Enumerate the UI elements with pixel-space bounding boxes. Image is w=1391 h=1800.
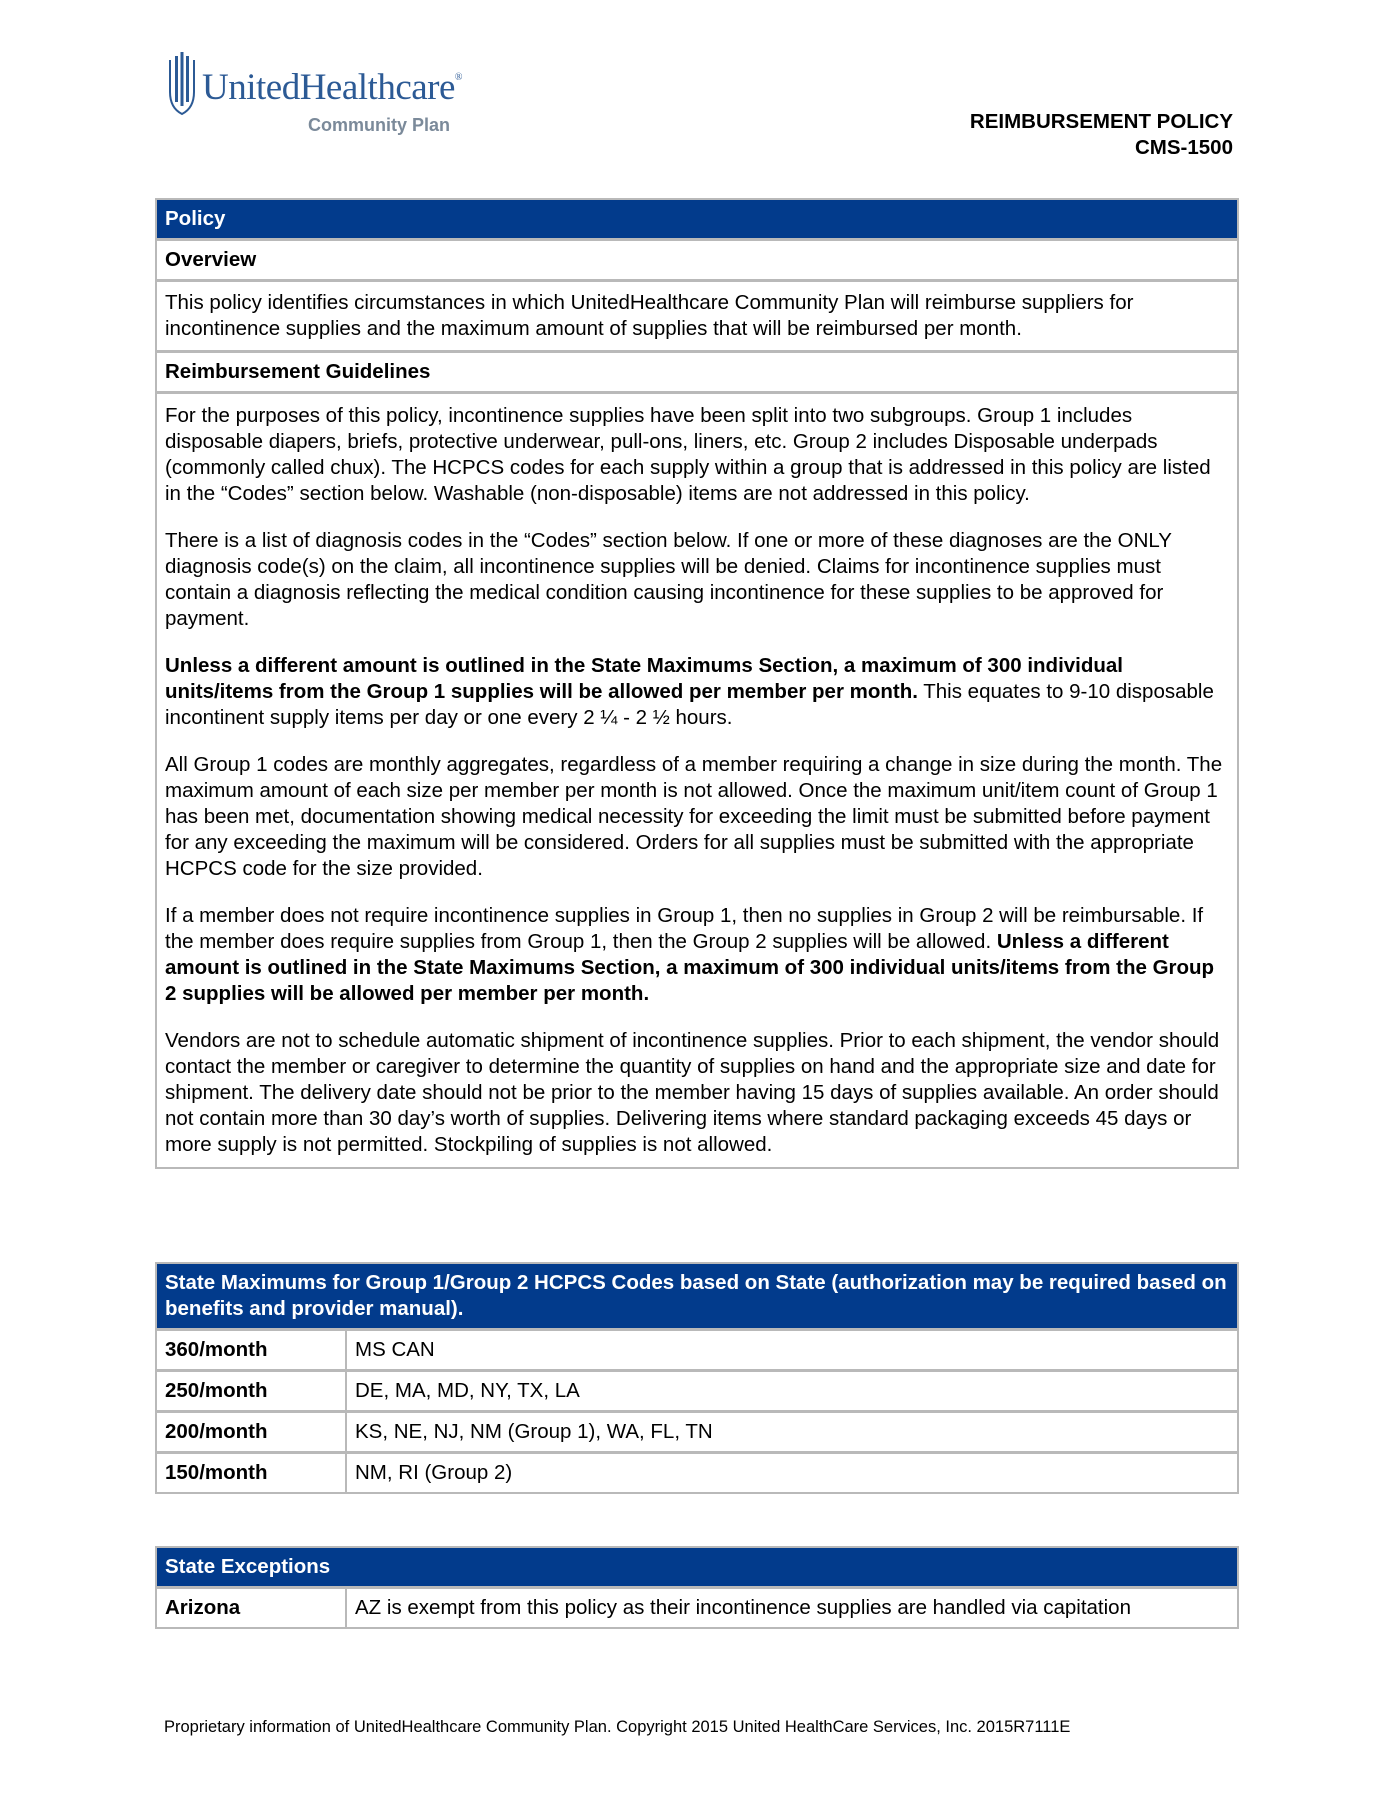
limit-cell: 250/month <box>157 1372 347 1410</box>
guideline-paragraph: There is a list of diagnosis codes in the “Codes” section below. If one or more of these diagnoses are the ONLY diagnosis code(s) on the claim, all incontinence supplies will be denied. Claims for incontinence supplies must contain a diagnosis reflecting the medical condition causing incontinence for these supplies to be approved for payment. <box>165 529 1172 630</box>
footer-copyright: Proprietary information of UnitedHealthcare Community Plan. Copyright 2015 United HealthCare Services, Inc. 2015R7111E <box>164 1718 1071 1736</box>
guideline-text: If a member does not require incontinence supplies in Group 1, then no supplies in Group 2 will be reimbursable. If the member does require supplies from Group 1, then the Group 2 supplies will be allowed. <box>165 904 1204 953</box>
table-row <box>155 1588 1239 1629</box>
guideline-paragraph <box>165 653 1229 731</box>
limit-cell: 200/month <box>157 1413 347 1451</box>
brand-subtitle: Community Plan <box>308 115 451 135</box>
limit-cell: 150/month <box>157 1454 347 1492</box>
guidelines-body <box>155 393 1239 1169</box>
limit-cell: 360/month <box>157 1331 347 1369</box>
guideline-paragraph: For the purposes of this policy, incontinence supplies have been split into two subgroups. Group 1 includes disposable diapers, briefs, protective underwear, pull-ons, liners, etc. Group 2 includes Disposable underpads (commonly called chux). The HCPCS codes for each supply within a group that is addressed in this policy are listed in the “Codes” section below. Washable (non-disposable) items are not addressed in this policy. <box>165 404 1211 505</box>
states-cell: NM, RI (Group 2) <box>355 1461 513 1484</box>
overview-text: This policy identifies circumstances in which UnitedHealthcare Community Plan will reimburse suppliers for incontinence supplies and the maximum amount of supplies that will be reimbursed per month. <box>155 281 1239 352</box>
state-exceptions-table <box>155 1546 1239 1629</box>
guideline-paragraph <box>165 903 1229 1007</box>
policy-heading: Policy <box>155 198 1239 240</box>
overview-heading: Overview <box>155 240 1239 281</box>
states-cell: MS CAN <box>355 1338 435 1361</box>
exception-text-cell: AZ is exempt from this policy as their incontinence supplies are handled via capitation <box>355 1596 1131 1619</box>
state-cell: Arizona <box>157 1589 347 1627</box>
brand-name: UnitedHealthcare® <box>202 67 463 108</box>
title-line-2: CMS-1500 <box>1135 136 1233 159</box>
table-row <box>155 1330 1239 1371</box>
table-row <box>155 1412 1239 1453</box>
guidelines-heading: Reimbursement Guidelines <box>155 352 1239 393</box>
table-row <box>155 1453 1239 1494</box>
state-maximums-heading: State Maximums for Group 1/Group 2 HCPCS Codes based on State (authorization may be required based on benefits and provider manual). <box>155 1262 1239 1330</box>
states-cell: KS, NE, NJ, NM (Group 1), WA, FL, TN <box>355 1420 713 1443</box>
guideline-bold-text: Unless a different amount is outlined in the State Maximums Section, a maximum of 300 individual units/items from the Group 2 supplies will be allowed per member per month. <box>165 930 1215 1005</box>
states-cell: DE, MA, MD, NY, TX, LA <box>355 1379 580 1402</box>
policy-table <box>155 198 1239 1169</box>
guideline-paragraph: All Group 1 codes are monthly aggregates, regardless of a member requiring a change in size during the month. The maximum amount of each size per member per month is not allowed. Once the maximum unit/item count of Group 1 has been met, documentation showing medical necessity for exceeding the limit must be submitted before payment for any exceeding the maximum will be considered. Orders for all supplies must be submitted with the appropriate HCPCS code for the size provided. <box>165 753 1223 880</box>
table-row <box>155 1371 1239 1412</box>
title-line-1: REIMBURSEMENT POLICY <box>969 110 1233 133</box>
state-exceptions-heading: State Exceptions <box>155 1546 1239 1588</box>
uhc-shield-icon <box>166 52 198 118</box>
guideline-paragraph: Vendors are not to schedule automatic shipment of incontinence supplies. Prior to each shipment, the vendor should contact the member or caregiver to determine the quantity of supplies on hand and the appropriate size and date for shipment. The delivery date should not be prior to the member having 15 days of supplies available. An order should not contain more than 30 day’s worth of supplies. Delivering items where standard packaging exceeds 45 days or more supply is not permitted. Stockpiling of supplies is not allowed. <box>165 1029 1220 1156</box>
document-title <box>970 109 1233 161</box>
guideline-bold-text: Unless a different amount is outlined in the State Maximums Section, a maximum of 300 individual units/items from the Group 1 supplies will be allowed per member per month. <box>165 654 1124 703</box>
guideline-text: This equates to 9-10 disposable incontinent supply items per day or one every 2 ¼ - 2 ½ hours. <box>165 680 1214 729</box>
state-maximums-table <box>155 1262 1239 1494</box>
company-logo <box>166 52 486 142</box>
